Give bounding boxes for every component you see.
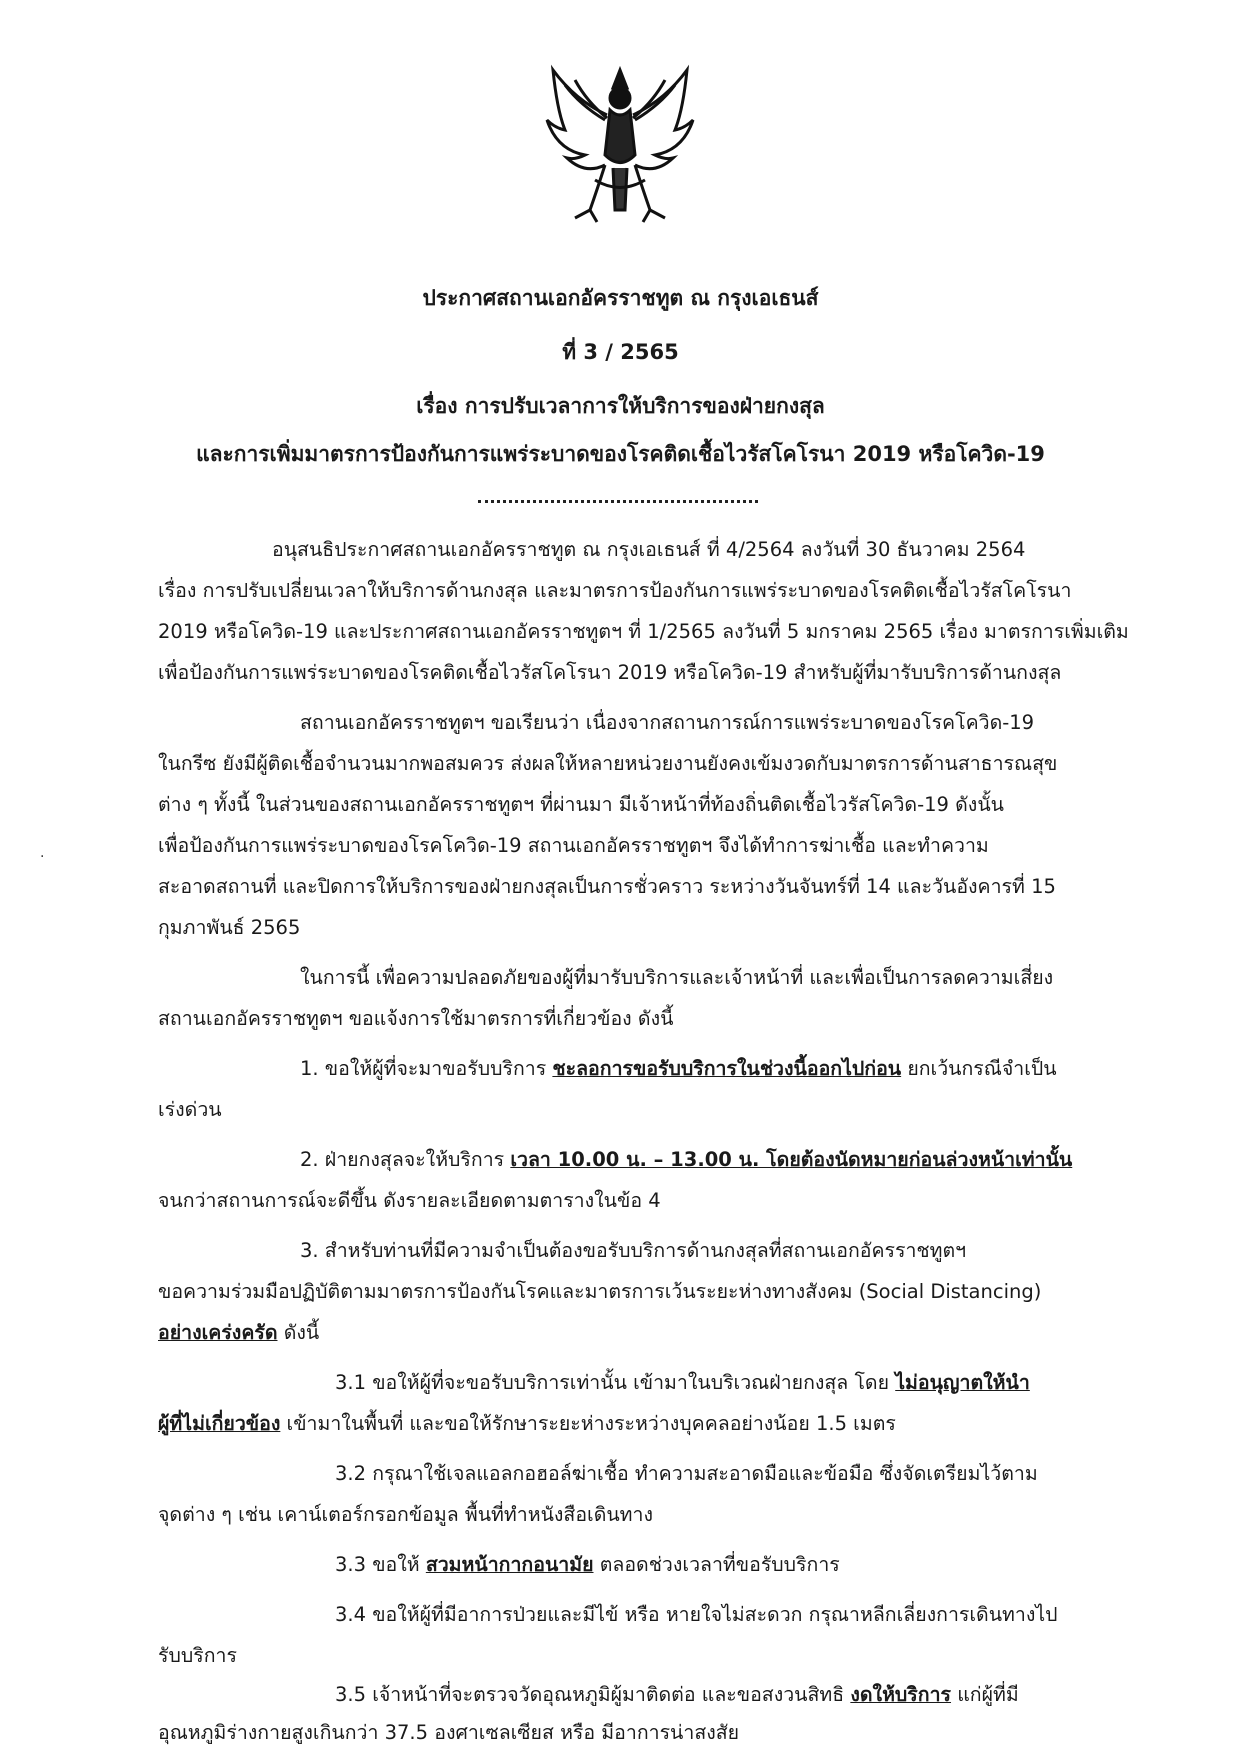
item-3-3-emphasis: สวมหน้ากากอนามัย (425, 1553, 594, 1576)
item-3-1-emphasis-b: ผู้ที่ไม่เกี่ยวข้อง (158, 1412, 281, 1435)
item-3-3-text: 3.3 ขอให้ (335, 1553, 426, 1576)
item-3-1-text: 3.1 ขอให้ผู้ที่จะขอรับบริการเท่านั้น เข้ามาในบริเวณฝ่ายกงสุล โดย (335, 1371, 896, 1394)
announcement-number: ที่ 3 / 2565 (562, 340, 679, 364)
p2-line-6: กุมภาพันธ์ 2565 (158, 916, 301, 939)
p2-line-3: ต่าง ๆ ทั้งนี้ ในส่วนของสถานเอกอัครราชทูตฯ ที่ผ่านมา มีเจ้าหน้าที่ท้องถิ่นติดเชื้อไวรัสโควิด-19 ดังนั้น (158, 793, 1004, 816)
p3-line-1: ในการนี้ เพื่อความปลอดภัยของผู้ที่มารับบริการและเจ้าหน้าที่ และเพื่อเป็นการลดความเสี่ยง (300, 966, 1054, 989)
item-3-2-line-1: 3.2 กรุณาใช้เจลแอลกอฮอล์ฆ่าเชื้อ ทำความสะอาดมือและข้อมือ ซึ่งจัดเตรียมไว้ตาม (335, 1462, 1038, 1485)
item-3-4-line-1: 3.4 ขอให้ผู้ที่มีอาการป่วยและมีไข้ หรือ หายใจไม่สะดวก กรุณาหลีกเลี่ยงการเดินทางไป (335, 1603, 1058, 1626)
item-3-5-emphasis: งดให้บริการ (850, 1683, 952, 1706)
item-3-5-text: 3.5 เจ้าหน้าที่จะตรวจวัดอุณหภูมิผู้มาติดต่อ และขอสงวนสิทธิ (335, 1683, 851, 1706)
item-3-5-text-end: แก่ผู้ที่มี (951, 1683, 1019, 1706)
p1-line-2: เรื่อง การปรับเปลี่ยนเวลาให้บริการด้านกงสุล และมาตรการป้องกันการแพร่ระบาดของโรคติดเชื้อไวรัสโคโรนา (158, 579, 1072, 602)
item-1-line-2: เร่งด่วน (158, 1098, 222, 1121)
item-2-text: 2. ฝ่ายกงสุลจะให้บริการ (300, 1148, 511, 1171)
item-3-3-text-end: ตลอดช่วงเวลาที่ขอรับบริการ (593, 1553, 840, 1576)
p1-line-1: อนุสนธิประกาศสถานเอกอัครราชทูต ณ กรุงเอเธนส์ ที่ 4/2564 ลงวันที่ 30 ธันวาคม 2564 (272, 538, 1026, 561)
item-2-line-2: จนกว่าสถานการณ์จะดีขึ้น ดังรายละเอียดตามตารางในข้อ 4 (158, 1189, 661, 1212)
dotted-separator (478, 496, 758, 503)
item-3-1-line-1 (335, 1368, 1030, 1398)
item-3-1-text-end: เข้ามาในพื้นที่ และขอให้รักษาระยะห่างระหว่างบุคคลอย่างน้อย 1.5 เมตร (280, 1412, 896, 1435)
p2-line-1: สถานเอกอัครราชทูตฯ ขอเรียนว่า เนื่องจากสถานการณ์การแพร่ระบาดของโรคโควิด-19 (300, 711, 1035, 734)
subject-line-1: เรื่อง การปรับเวลาการให้บริการของฝ่ายกงสุล (416, 394, 825, 418)
item-3-line-3 (158, 1318, 319, 1348)
item-3-line-2: ขอความร่วมมือปฏิบัติตามมาตรการป้องกันโรคและมาตรการเว้นระยะห่างทางสังคม (Social Distancing) (158, 1280, 1042, 1303)
item-3-line-1: 3. สำหรับท่านที่มีความจำเป็นต้องขอรับบริการด้านกงสุลที่สถานเอกอัครราชทูตฯ (300, 1239, 967, 1262)
item-3-5-line-1 (335, 1680, 1019, 1710)
item-3-1-emphasis-a: ไม่อนุญาตให้นำ (895, 1371, 1030, 1394)
item-1-text: 1. ขอให้ผู้ที่จะมาขอรับบริการ (300, 1057, 553, 1080)
p1-line-3: 2019 หรือโควิด-19 และประกาศสถานเอกอัครราชทูตฯ ที่ 1/2565 ลงวันที่ 5 มกราคม 2565 เรื่อง มาตรการเพิ่มเติม (158, 620, 1129, 643)
stray-mark: · (40, 849, 45, 865)
item-3-emphasis: อย่างเคร่งครัด (158, 1321, 278, 1344)
p3-line-2: สถานเอกอัครราชทูตฯ ขอแจ้งการใช้มาตรการที่เกี่ยวข้อง ดังนี้ (158, 1007, 674, 1030)
p2-line-4: เพื่อป้องกันการแพร่ระบาดของโรคโควิด-19 สถานเอกอัครราชทูตฯ จึงได้ทำการฆ่าเชื้อ และทำความ (158, 834, 989, 857)
item-2-line-1 (300, 1145, 1072, 1175)
item-1-text-end: ยกเว้นกรณีจำเป็น (901, 1057, 1057, 1080)
item-3-text-end: ดังนี้ (277, 1321, 320, 1344)
item-3-1-line-2 (158, 1409, 896, 1439)
item-1-emphasis: ชะลอการขอรับบริการในช่วงนี้ออกไปก่อน (552, 1057, 902, 1080)
item-3-4-line-2: รับบริการ (158, 1644, 237, 1667)
item-3-5-line-2: อุณหภูมิร่างกายสูงเกินกว่า 37.5 องศาเซลเซียส หรือ มีอาการน่าสงสัย (158, 1721, 740, 1744)
item-1-line-1 (300, 1054, 1057, 1084)
p1-line-4: เพื่อป้องกันการแพร่ระบาดของโรคติดเชื้อไวรัสโคโรนา 2019 หรือโควิด-19 สำหรับผู้ที่มารับบริการด้านกงสุล (158, 661, 1062, 684)
item-3-3-line-1 (335, 1550, 840, 1580)
item-2-emphasis: เวลา 10.00 น. – 13.00 น. โดยต้องนัดหมายก่อนล่วงหน้าเท่านั้น (510, 1148, 1073, 1171)
p2-line-2: ในกรีซ ยังมีผู้ติดเชื้อจำนวนมากพอสมควร ส่งผลให้หลายหน่วยงานยังคงเข้มงวดกับมาตรการด้านสาธารณสุข (158, 752, 1058, 775)
item-3-2-line-2: จุดต่าง ๆ เช่น เคาน์เตอร์กรอกข้อมูล พื้นที่ทำหนังสือเดินทาง (158, 1503, 654, 1526)
subject-line-2: และการเพิ่มมาตรการป้องกันการแพร่ระบาดของโรคติดเชื้อไวรัสโคโรนา 2019 หรือโควิด-19 (196, 442, 1045, 466)
p2-line-5: สะอาดสถานที่ และปิดการให้บริการของฝ่ายกงสุลเป็นการชั่วคราว ระหว่างวันจันทร์ที่ 14 และวันอังคารที่ 15 (158, 875, 1056, 898)
garuda-emblem-icon (535, 60, 705, 230)
announcement-title: ประกาศสถานเอกอัครราชทูต ณ กรุงเอเธนส์ (422, 286, 819, 310)
